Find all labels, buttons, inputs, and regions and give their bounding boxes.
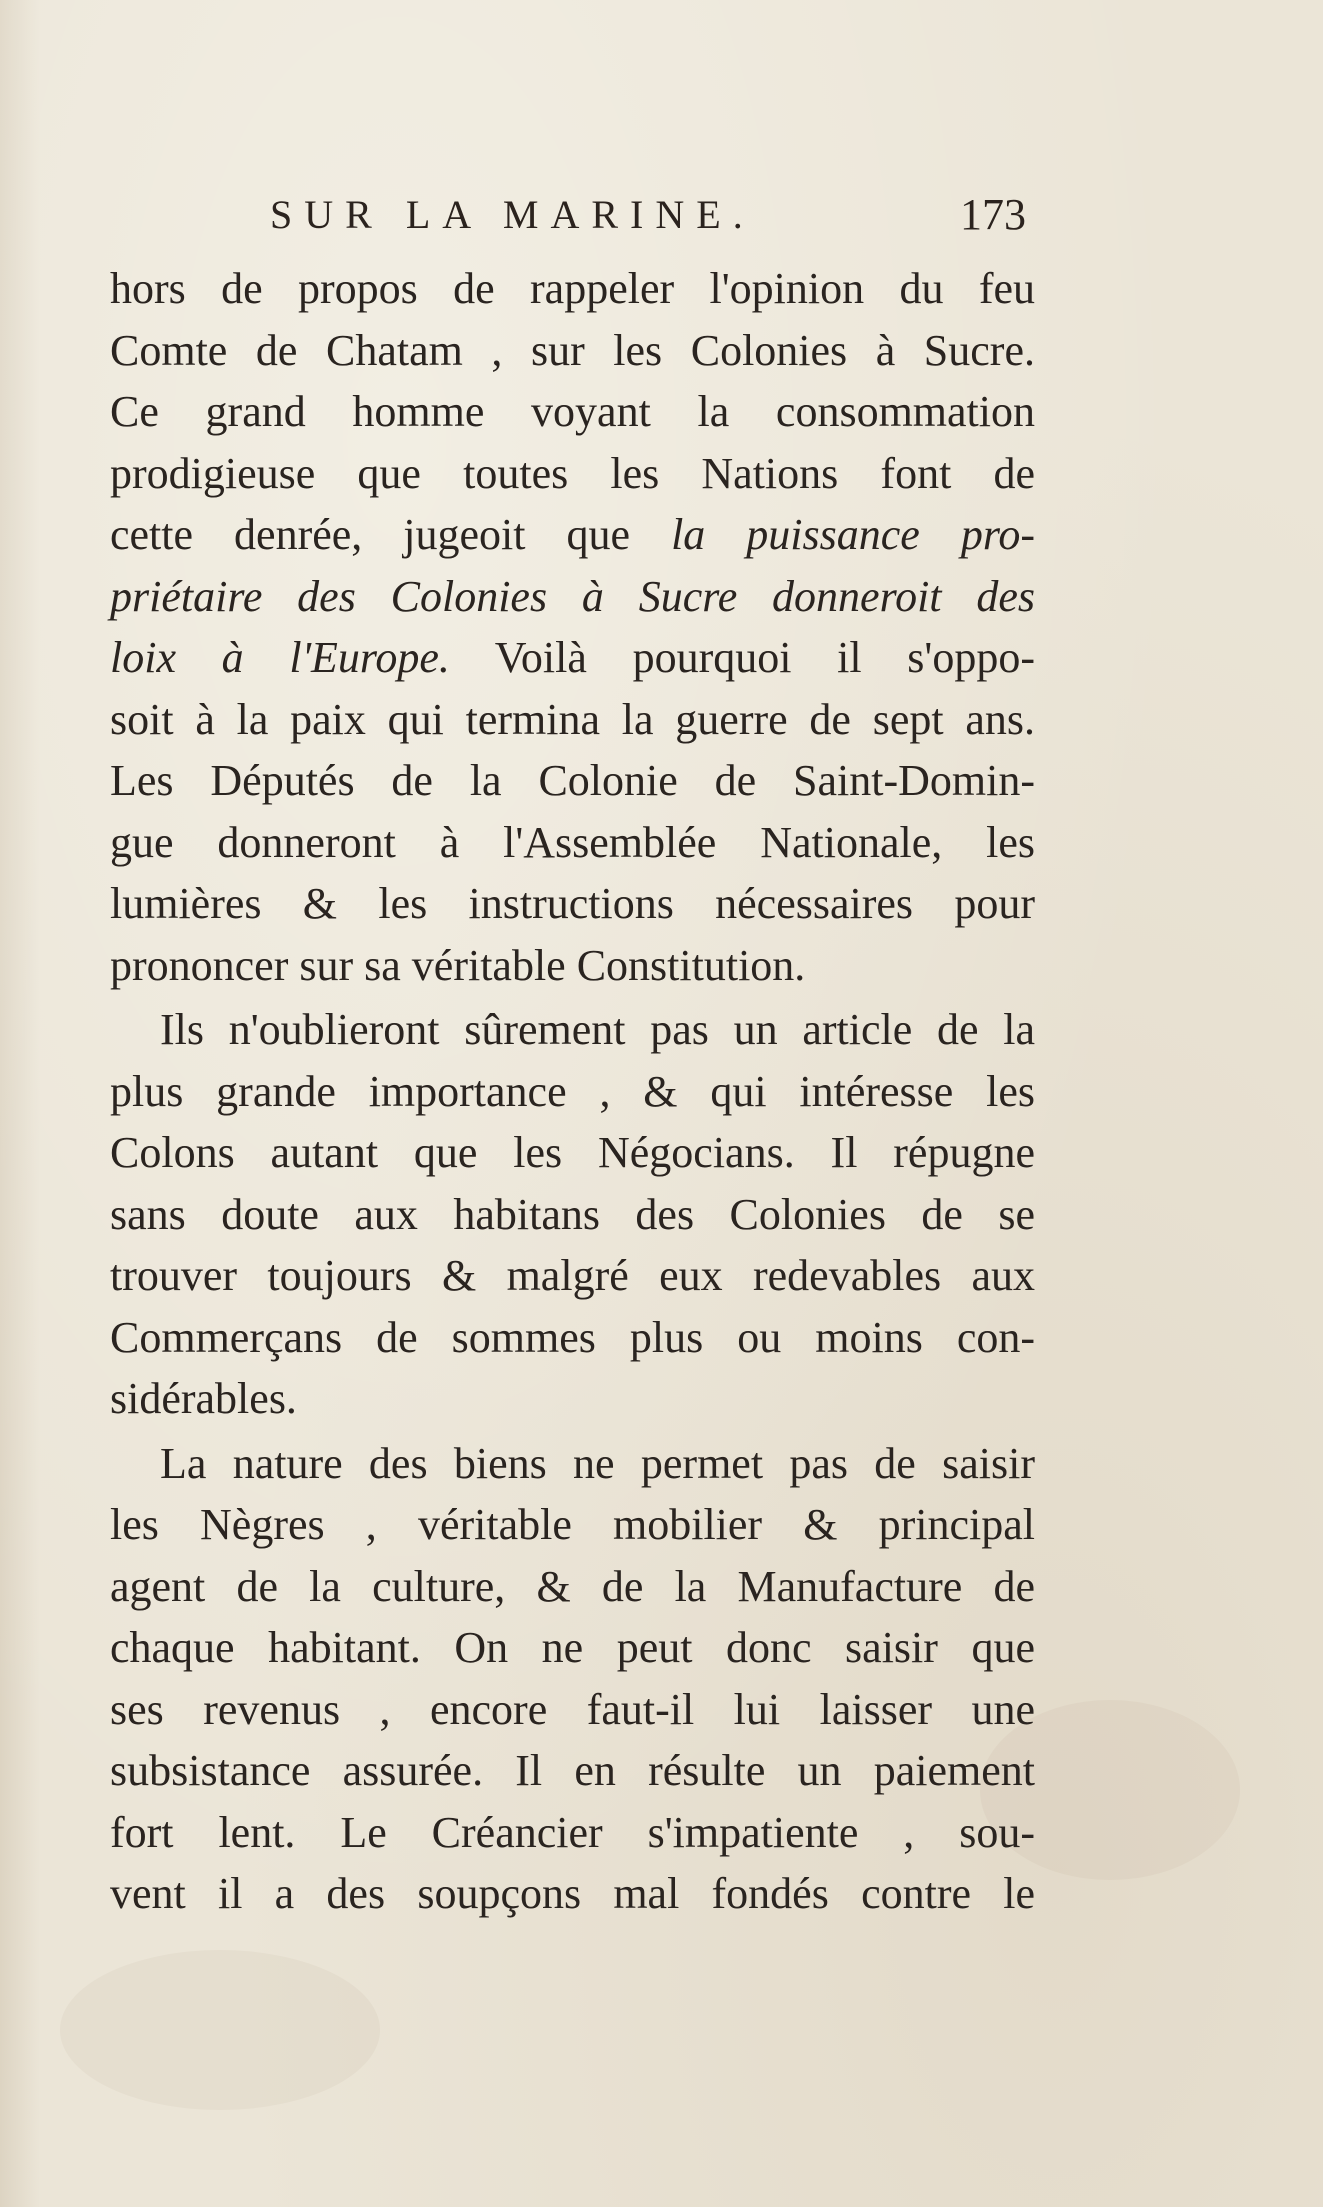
italic-text: priétaire des Colonies à Sucre donneroit des — [110, 571, 1035, 621]
text-line — [110, 1617, 1035, 1679]
text-run: les Nègres , véritable mobilier & principal — [110, 1500, 1035, 1549]
text-line — [110, 1740, 1035, 1802]
text-line — [110, 689, 1035, 751]
text-run: subsistance assurée. Il en résulte un paiement — [110, 1746, 1035, 1795]
text-run: Commerçans de sommes plus ou moins con- — [110, 1312, 1035, 1362]
page-number: 173 — [960, 190, 1026, 239]
text-line — [110, 1863, 1035, 1925]
text-line — [110, 1494, 1035, 1556]
text-run: lumières & les instructions nécessaires pour — [110, 879, 1035, 928]
text-run: soit à la paix qui termina la guerre de sept ans. — [110, 694, 1035, 744]
paper-stain — [60, 1950, 380, 2110]
italic-text: loix à l'Europe. — [110, 633, 450, 682]
text-run: Voilà pourquoi il s'oppo- — [449, 633, 1035, 682]
text-line — [110, 1802, 1035, 1864]
text-line — [110, 1184, 1035, 1246]
text-line — [110, 381, 1035, 443]
text-line — [110, 443, 1035, 505]
text-run: chaque habitant. On ne peut donc saisir que — [110, 1623, 1035, 1672]
text-run: agent de la culture, & de la Manufacture de — [110, 1561, 1035, 1611]
text-run: sans doute aux habitans des Colonies de se — [110, 1189, 1035, 1239]
text-run: prononcer sur sa véritable Constitution. — [110, 940, 806, 990]
text-line — [110, 1307, 1035, 1369]
text-run: Ce grand homme voyant la consommation — [110, 387, 1035, 436]
text-run: fort lent. Le Créancier s'impatiente , sou- — [110, 1807, 1035, 1857]
text-line — [110, 1679, 1035, 1741]
text-run: ses revenus , encore faut-il lui laisser une — [110, 1684, 1035, 1734]
text-run: vent il a des soupçons mal fondés contre le — [110, 1869, 1035, 1918]
text-line — [110, 566, 1035, 628]
text-run: plus grande importance , & qui intéresse les — [110, 1066, 1035, 1116]
text-line — [110, 873, 1035, 935]
text-run: hors de propos de rappeler l'opinion du feu — [110, 264, 1035, 313]
text-line — [110, 1556, 1035, 1618]
text-line — [110, 258, 1035, 320]
running-title: SUR LA MARINE. — [270, 192, 755, 237]
text-run: sidérables. — [110, 1374, 297, 1423]
text-line — [110, 812, 1035, 874]
text-run: trouver toujours & malgré eux redevables aux — [110, 1251, 1035, 1300]
text-run: Ils n'oublieront sûrement pas un article de la — [160, 1005, 1035, 1054]
text-run: gue donneront à l'Assemblée Nationale, les — [110, 817, 1035, 867]
text-run: cette denrée, jugeoit que — [110, 510, 672, 559]
text-run: La nature des biens ne permet pas de saisir — [160, 1438, 1035, 1488]
text-line — [110, 1061, 1035, 1123]
text-line — [110, 935, 1035, 997]
running-head — [270, 185, 1070, 245]
text-run: prodigieuse que toutes les Nations font de — [110, 448, 1035, 498]
italic-text: la puissance pro- — [671, 510, 1035, 559]
text-line — [160, 999, 1035, 1061]
text-run: Comte de Chatam , sur les Colonies à Sucre. — [110, 325, 1035, 375]
text-line — [110, 320, 1035, 382]
text-line — [160, 1433, 1035, 1495]
text-run: Les Députés de la Colonie de Saint-Domin- — [110, 756, 1035, 805]
text-line — [110, 504, 1035, 566]
text-run: Colons autant que les Négocians. Il répugne — [110, 1128, 1035, 1177]
text-line — [110, 1245, 1035, 1307]
text-line — [110, 750, 1035, 812]
text-line — [110, 1368, 1035, 1430]
text-line — [110, 1122, 1035, 1184]
text-line — [110, 627, 1035, 689]
